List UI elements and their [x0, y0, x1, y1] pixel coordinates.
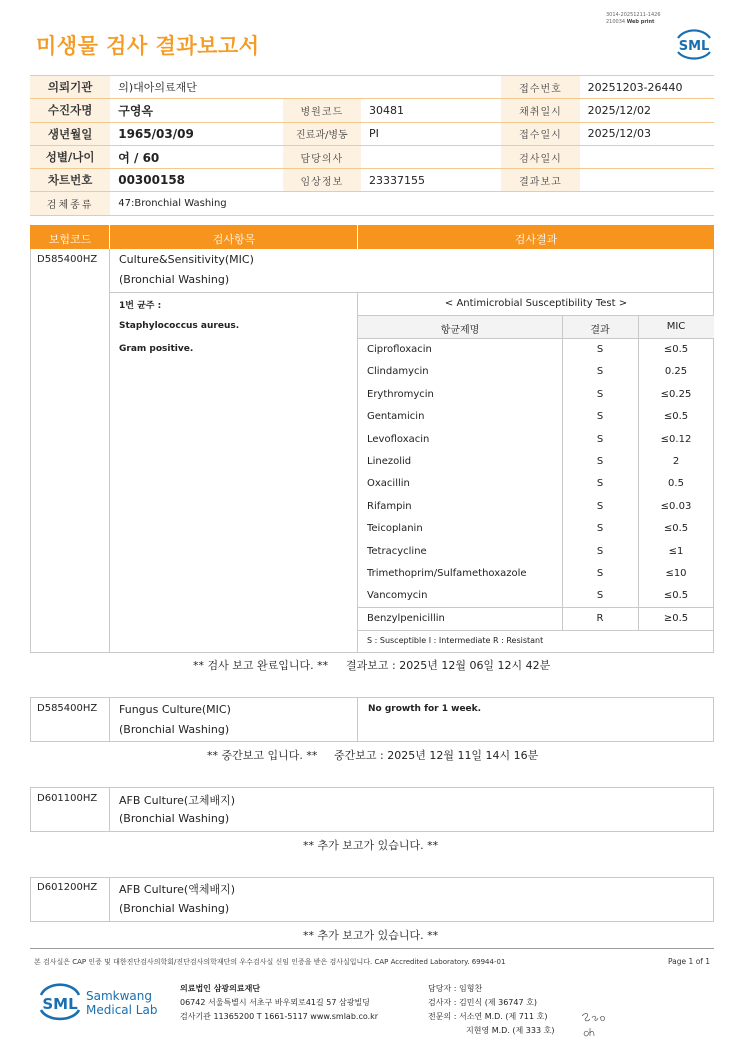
ast-mic: ≤0.5 [663, 411, 689, 423]
header-code: 보험코드 [48, 233, 92, 246]
ast-mic: ≤0.12 [660, 433, 692, 445]
samkwang-brand [86, 989, 157, 1017]
ast-mic: ≤0.5 [663, 590, 689, 602]
ast-header-result: 결과 [590, 325, 610, 336]
ast-mic: ≤0.5 [663, 344, 689, 355]
value-sex-age: 여 / 60 [110, 145, 283, 168]
brand-line2: Medical Lab [86, 1003, 158, 1017]
print-code-line1: 3014-20251211-1426 [606, 12, 661, 18]
ast-drug: Erythromycin [367, 388, 434, 400]
ast-drug: Gentamicin [367, 411, 425, 423]
org-contact: 검사기관 11365200 T 1661-5117 www.smlab.co.kr [180, 1012, 379, 1021]
fungus-name-line1: Fungus Culture(MIC) [119, 703, 231, 716]
value-hospital-code: 30481 [361, 99, 501, 122]
brand-line1: Samkwang [86, 989, 152, 1003]
print-code [606, 12, 661, 26]
ast-row [358, 473, 714, 496]
ast-mic: ≤10 [665, 568, 687, 579]
label-clinical: 임상정보 [283, 169, 361, 192]
value-department: PI [361, 122, 501, 145]
afb-solid-name-line2: (Bronchial Washing) [119, 812, 230, 825]
manager-label: 담당자 : [428, 984, 457, 993]
ast-mic: ≤1 [668, 545, 684, 557]
label-sex-age: 성별/나이 [30, 145, 110, 168]
value-test-date [580, 145, 714, 168]
ast-drug: Clindamycin [367, 366, 429, 378]
value-institution: 의)대아의료재단 [110, 76, 501, 99]
ast-drug: Ciprofloxacin [367, 344, 432, 355]
label-test-date: 검사일시 [501, 145, 579, 168]
ast-row [358, 563, 714, 586]
accreditation-note: 본 검사실은 CAP 인증 및 대한진단검사의학회/진단검사의학재단의 우수검사실 신임 인증을 받은 검사실입니다. CAP Accredited Laboratory. 69944-01 [34, 958, 506, 966]
fungus-result: No growth for 1 week. [368, 704, 482, 714]
fungus-name-line2: (Bronchial Washing) [119, 723, 230, 736]
samkwang-logo-icon [36, 980, 84, 1024]
org-name: 의료법인 삼광의료재단 [180, 984, 261, 993]
afb-solid-name-line1: AFB Culture(고체배지) [119, 794, 236, 807]
ast-result: S [596, 500, 604, 512]
ast-result: S [596, 590, 604, 602]
ast-row [358, 361, 714, 384]
ast-drug: Linezolid [367, 456, 412, 467]
footer-divider [30, 948, 714, 949]
results-header [30, 225, 714, 249]
value-doctor [361, 145, 501, 168]
culture-code: D585400HZ [37, 254, 98, 265]
afb-liquid-name-line2: (Bronchial Washing) [119, 902, 230, 915]
ast-mic: ≤0.03 [660, 500, 692, 512]
value-report [580, 169, 714, 192]
afb-solid-code: D601100HZ [37, 793, 98, 804]
label-birth: 생년월일 [30, 122, 110, 145]
ast-drug: Teicoplanin [367, 523, 423, 535]
print-label: Web print [626, 19, 655, 25]
label-collect-date: 채취일시 [501, 99, 579, 122]
label-department: 진료과/병동 [283, 122, 361, 145]
ast-result: S [596, 523, 604, 535]
ast-legend: S : Susceptible I : Intermediate R : Resistant [367, 636, 544, 645]
label-doctor: 담당의사 [283, 145, 361, 168]
ast-result: S [596, 388, 604, 400]
ast-result: S [596, 344, 604, 355]
ast-result: S [596, 568, 604, 579]
value-clinical: 23337155 [361, 169, 501, 192]
culture-name-line2: (Bronchial Washing) [119, 273, 230, 286]
page-number: Page 1 of 1 [668, 957, 711, 966]
organism-label: 1번 균주 : [119, 301, 162, 311]
ast-result: R [596, 612, 604, 624]
ast-row [358, 429, 714, 452]
value-receipt-no: 20251203-26440 [580, 76, 714, 99]
manager-name: 임형찬 [458, 984, 483, 993]
label-receipt-no: 접수번호 [501, 76, 579, 99]
organism-name: Staphylococcus aureus. [119, 321, 240, 331]
culture-report-time: 결과보고 : 2025년 12월 06일 12시 42분 [346, 659, 551, 672]
culture-name-line1: Culture&Sensitivity(MIC) [119, 253, 254, 266]
staff-info [428, 982, 554, 1038]
fungus-report-time: 중간보고 : 2025년 12월 11일 14시 16분 [334, 749, 539, 762]
report-title: 미생물 검사 결과보고서 [36, 34, 260, 58]
value-name: 구영옥 [110, 99, 283, 122]
ast-row [358, 339, 714, 362]
ast-result: S [596, 433, 604, 445]
specialist1-name: 서소연 M.D. (제 711 호) [458, 1012, 548, 1021]
ast-result: S [596, 366, 604, 378]
ast-row [358, 451, 714, 474]
signature-icon [578, 1008, 612, 1042]
ast-row [358, 585, 714, 608]
label-institution: 의뢰기관 [30, 76, 110, 99]
value-birth: 1965/03/09 [110, 122, 283, 145]
sml-logo-text: SML [678, 39, 710, 54]
ast-mic: 2 [672, 456, 680, 467]
ast-mic: ≥0.5 [663, 612, 689, 624]
label-report: 결과보고 [501, 169, 579, 192]
footer-logo-text: SML [42, 995, 78, 1013]
ast-drug: Vancomycin [367, 590, 428, 602]
ast-mic: ≤0.5 [663, 523, 689, 535]
afb-liquid-status: ** 추가 보고가 있습니다. ** [303, 929, 439, 942]
ast-drug: Trimethoprim/Sulfamethoxazole [367, 568, 527, 579]
ast-row [358, 496, 714, 519]
afb-liquid-name-line1: AFB Culture(액체배지) [119, 883, 236, 896]
fungus-code: D585400HZ [37, 703, 98, 714]
ast-row [358, 384, 714, 407]
value-collect-date: 2025/12/02 [580, 99, 714, 122]
print-code-line2: 210034 [606, 19, 626, 25]
ast-mic: 0.25 [664, 366, 688, 378]
label-receipt-date: 접수일시 [501, 122, 579, 145]
ast-mic: 0.5 [668, 478, 684, 490]
ast-title: < Antimicrobial Susceptibility Test > [444, 298, 628, 309]
ast-drug: Oxacillin [367, 478, 410, 490]
ast-row [358, 518, 714, 541]
ast-result: S [596, 478, 604, 490]
tester-name: 김민식 (제 36747 호) [458, 998, 537, 1007]
org-info [180, 982, 378, 1024]
label-hospital-code: 병원코드 [283, 99, 361, 122]
specialist2-name: 지현영 M.D. (제 333 호) [466, 1026, 555, 1035]
ast-row [358, 541, 714, 564]
header-item: 검사항목 [212, 233, 256, 246]
ast-row [358, 608, 714, 631]
ast-drug: Rifampin [367, 500, 412, 512]
gram-stain: Gram positive. [119, 344, 194, 354]
patient-info-table [30, 75, 714, 216]
value-chart: 00300158 [110, 169, 283, 192]
afb-liquid-code: D601200HZ [37, 882, 98, 893]
ast-result: S [596, 545, 604, 557]
afb-solid-status: ** 추가 보고가 있습니다. ** [303, 839, 439, 852]
ast-result: S [596, 456, 604, 467]
ast-row [358, 406, 714, 429]
sml-logo-icon [672, 24, 716, 64]
specialist-label: 전문의 : [428, 1012, 457, 1021]
ast-drug: Benzylpenicillin [367, 612, 445, 624]
fungus-status: ** 중간보고 입니다. ** [207, 749, 318, 762]
label-name: 수진자명 [30, 99, 110, 122]
ast-drug: Tetracycline [367, 545, 427, 557]
value-receipt-date: 2025/12/03 [580, 122, 714, 145]
value-specimen: 47:Bronchial Washing [110, 192, 714, 215]
ast-mic: ≤0.25 [660, 388, 692, 400]
header-result: 검사결과 [514, 233, 558, 246]
org-address: 06742 서울특별시 서초구 바우뫼로41길 57 삼광빌딩 [180, 998, 370, 1007]
ast-header-mic: MIC [666, 321, 686, 332]
culture-status: ** 검사 보고 완료입니다. ** [193, 659, 329, 672]
label-chart: 차트번호 [30, 169, 110, 192]
ast-result: S [596, 411, 604, 423]
tester-label: 검사자 : [428, 998, 457, 1007]
label-specimen: 검체종류 [30, 192, 110, 215]
ast-header-drug: 항균제명 [440, 325, 480, 336]
ast-drug: Levofloxacin [367, 433, 430, 445]
